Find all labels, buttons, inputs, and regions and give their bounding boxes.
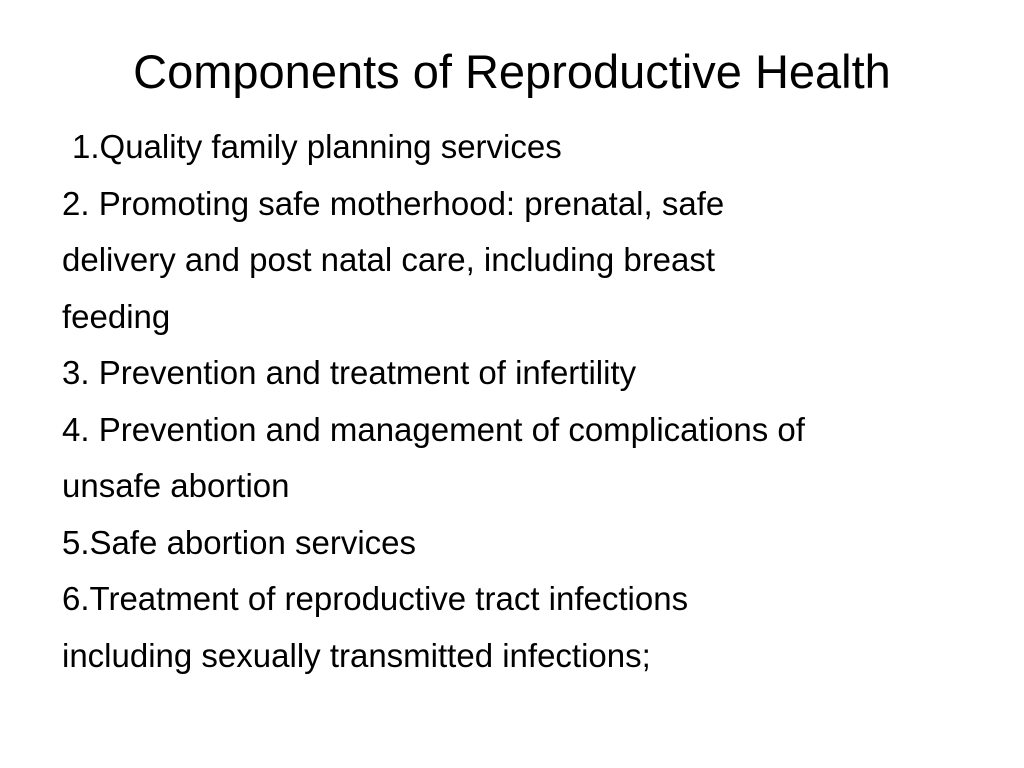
- body-line-4: feeding: [62, 297, 171, 335]
- body-line-7: unsafe abortion: [62, 467, 290, 504]
- body-line-3: delivery and post natal care, including breast: [62, 241, 716, 278]
- slide-title: Components of Reproductive Health: [133, 45, 891, 98]
- body-line-1: 1.Quality family planning services: [72, 128, 562, 165]
- body-line-10: including sexually transmitted infections;: [62, 636, 651, 674]
- body-line-2: 2. Promoting safe motherhood: prenatal, safe: [62, 184, 725, 222]
- body-line-9: 6.Treatment of reproductive tract infections: [62, 580, 689, 617]
- slide-body: [62, 119, 992, 684]
- body-line-5: 3. Prevention and treatment of infertility: [62, 354, 637, 391]
- body-line-8: 5.Safe abortion services: [62, 523, 417, 561]
- body-line-6: 4. Prevention and management of complications of: [62, 410, 805, 448]
